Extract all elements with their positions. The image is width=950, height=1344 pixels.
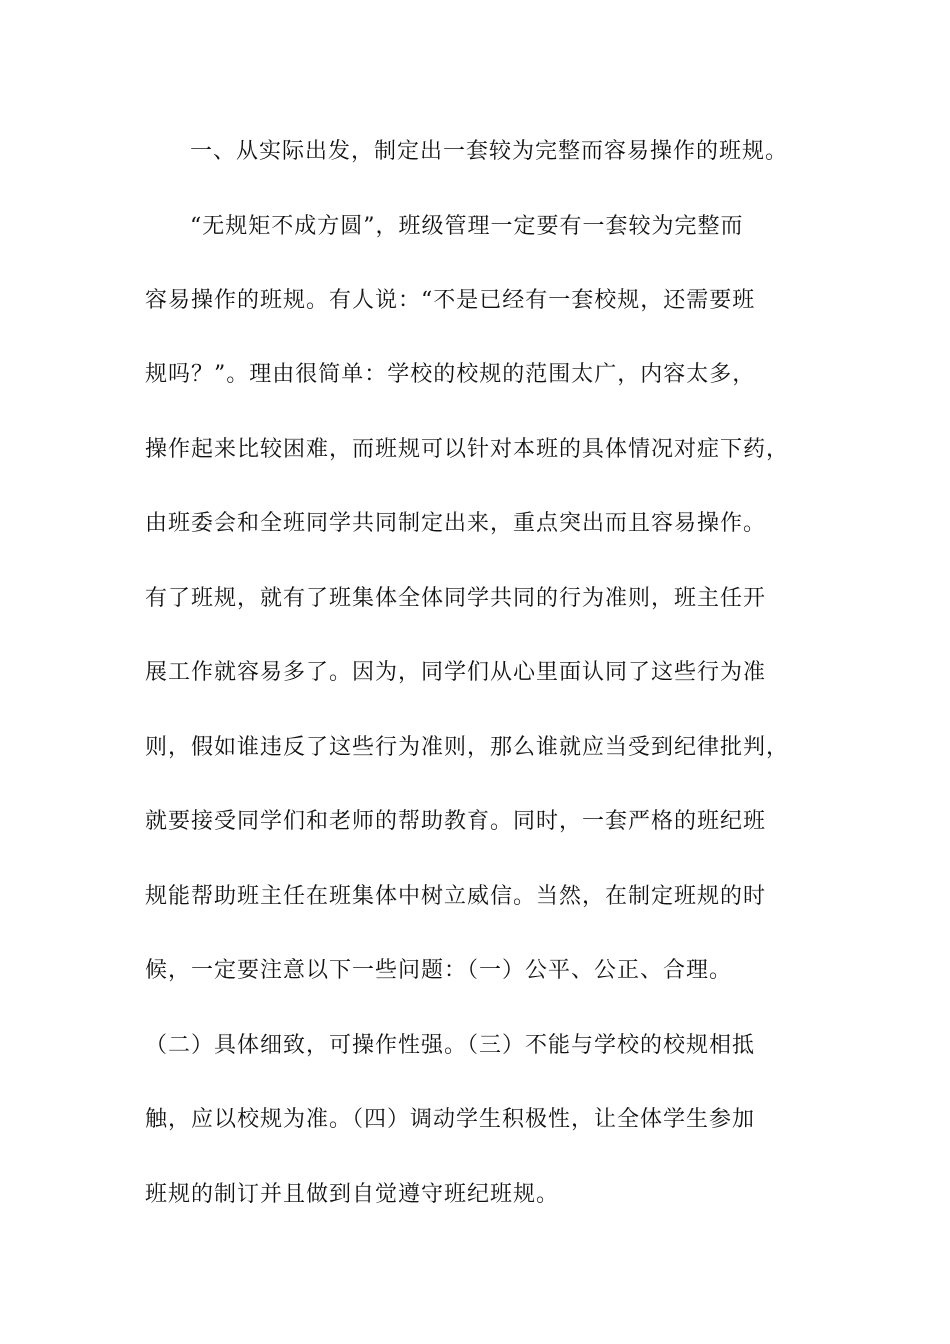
paragraph-line: 展工作就容易多了。因为，同学们从心里面认同了这些行为准 — [145, 660, 767, 685]
paragraph-line: 规吗？”。理由很简单：学校的校规的范围太广，内容太多， — [145, 362, 756, 387]
paragraph-line: 就要接受同学们和老师的帮助教育。同时，一套严格的班纪班 — [145, 809, 767, 834]
paragraph-line: 容易操作的班规。有人说：“不是已经有一套校规，还需要班 — [145, 288, 756, 313]
paragraph-line: 候，一定要注意以下一些问题：（一）公平、公正、合理。 — [145, 958, 733, 983]
section-heading: 一、从实际出发，制定出一套较为完整而容易操作的班规。 — [190, 139, 789, 164]
paragraph-line: 操作起来比较困难，而班规可以针对本班的具体情况对症下药， — [145, 437, 790, 462]
paragraph-line: 班规的制订并且做到自觉遵守班纪班规。 — [145, 1182, 560, 1207]
paragraph-line: “无规矩不成方圆”，班级管理一定要有一套较为完整而 — [190, 214, 744, 239]
paragraph-line: 触，应以校规为准。（四）调动学生积极性，让全体学生参加 — [145, 1107, 756, 1132]
paragraph-line: （二）具体细致，可操作性强。（三）不能与学校的校规相抵 — [145, 1033, 756, 1058]
paragraph-line: 规能帮助班主任在班集体中树立威信。当然，在制定班规的时 — [145, 884, 767, 909]
paragraph-line: 有了班规，就有了班集体全体同学共同的行为准则，班主任开 — [145, 586, 767, 611]
paragraph-line: 则，假如谁违反了这些行为准则，那么谁就应当受到纪律批判， — [145, 735, 790, 760]
paragraph-line: 由班委会和全班同学共同制定出来，重点突出而且容易操作。 — [145, 511, 767, 536]
